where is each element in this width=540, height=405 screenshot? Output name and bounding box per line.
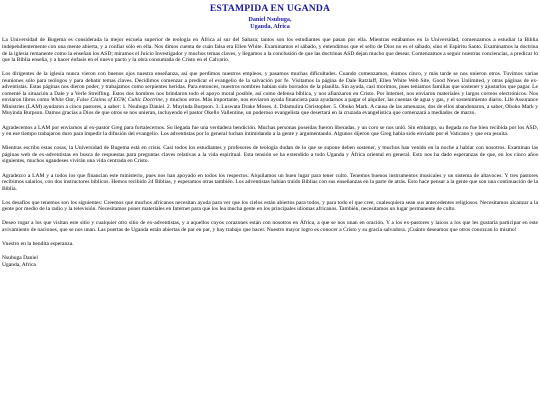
- paragraph-text: Agradecemos a LAM por enviarnos al ex-pastor Greg para fortalecernos. Su llegada fue una verdadera bendición. Muchas personas poseídas fueron liberadas, y un coro se nos unió. Sin embargo, su llegada no fue bien recibida por los ASD, y en ese tiempo trabajaron duro para impedir la difusión del evangelio. Los adventistas por lo general luchan intimidando a la gente y argumentando. Algunos dijeron que Greg había sido enviado por el Vaticano y que era jesuita.: [2, 124, 538, 138]
- paragraph: [2, 200, 538, 213]
- paragraph: [2, 145, 538, 165]
- spacer: [2, 248, 538, 256]
- paragraph-gap: [2, 165, 538, 173]
- signature-location: Uganda, Africa: [2, 261, 36, 268]
- paragraph-gap: [2, 192, 538, 200]
- paragraph-text: La Universidad de Bugema es considerada la mejor escuela superior de teología en África al sur del Sahara; tantos son los estudiantes que pasan por ella. Mientras estábamos en la Universidad, comenzamos a estudiar la Biblia independientemente con una mente abierta, y a confiar sólo en ella. Nos dimos cuenta de cuán falsa era Ellen White. Examinamos el sábado, y entendimos que el sello de Dios no es el sábado, sino el Espíritu Santo. Examinamos la doctrina de la iglesia remanente como la enseñan los ASD; miramos el Juicio Investigador y muchos temas claves, y llegamos a la conclusión de que las doctrinas ASD dejan mucho que desear. Comenzamos a seguir nuestras conciencias, a predicar lo que la Biblia enseña, y a hacer énfasis en el nuevo pacto y la obra consumada de Cristo en el Calvario.: [2, 37, 538, 64]
- paragraph-gap: [2, 234, 538, 242]
- book-titles: White Out, False Claims of EGW, Cultic Doctrine: [50, 97, 163, 104]
- signature-name: Nsubuga Daniel: [2, 255, 38, 262]
- paragraph-gap: [2, 117, 538, 125]
- paragraph: [2, 220, 538, 233]
- paragraph: [2, 71, 538, 117]
- byline: [2, 17, 538, 31]
- signature: [2, 255, 538, 268]
- paragraph-text: Agradezco a LAM y a todos los que financian este ministerio, pues nos han apoyado en todos los respectos. Alquilamos un buen lugar para tener culto. Tenemos buenos instrumentos musicales y un sistema de altavoces. Y tres pastores recibimos salarios, con dos instructores bíblicos. Hemos recibido 24 Biblias, y esperamos otras también. Los adventistas habían traído Biblias con sus enseñanzas en la parte de atrás. Esto hace pensar a la gente que son una continuación de la Biblia.: [2, 172, 538, 192]
- author-name: Daniel Nsubuga,: [248, 17, 292, 23]
- paragraph-text: Deseo rogar a los que visitan este sitio y cualquier otro sitio de ex-adventistas, y a aquellos cuyos corazones están con nosotros en África, a que se nos unan en oración. Y a los ex-pastores y laicos a los que les gustaría participar en este avivamiento de naciones, que se nos unan. Las puertas de Uganda están abiertas de par en par, y hay trabajo que hacer. Nuestro mayor logro es conocer a Cristo y su gracia salvadora. ¡Cuánto deseamos que otros conozcan lo mismo!: [2, 220, 538, 233]
- paragraph-text: Mientras escribo estas cosas, la Universidad de Bugema está en crisis. Casi todos los estudiantes y profesores de teología dudan de lo que se supone deben sostener, y muchos han venido en la noche a hablar con nosotros. Examinan las páginas web de ex-adventistas en busca de respuestas para preguntas claves relativas a la vida espiritual. Esta tensión se ha extendido a todo Uganda y África oriental en general. Esto nos ha dado esperanzas de que, en los cinco años siguientes, muchos ugandeses vivirán una vida centrada en Cristo.: [2, 145, 538, 165]
- author-location: Uganda, Africa: [250, 24, 290, 31]
- letter-body: [2, 37, 538, 247]
- paragraph: [2, 125, 538, 138]
- paragraph-text: Los dirigentes de la iglesia nunca vieron con buenos ojos nuestra enseñanza, así que perdimos nuestros empleos, y pasamos muchas dificultades. Cuando comenzamos, éramos cinco, y más tarde se nos unieron otros. Tuvimos varias reuniones sólo para teólogos y para debatir temas claves. Decidimos comenzar a predicar el evangelio de la salvación por fe. Visitamos la página de Dale Ratzlaff, Ellen White Web Site, Good News Unlimited, y otras páginas de ex-adventistas. Estas páginas nos dieron poder, y trabajamos como serpientes heridas. Para entonces, nuestros nombres habían sido borrados de la planilla. Sin ayuda, casi morimos, pues teníamos familias que sostener y ajustarlos que pagar. Le comenté la situación a Dale y a Verle Streifling. Estos dos hombres nos brindaron todo el apoyo moral posible, así como defensa bíblica, y nos afianzaron en Cristo. Por Internet, nos enviaron materiales y largos correos electrónicos. Nos enviaron libros como: [2, 71, 538, 104]
- page-title: ESTAMPIDA EN UGANDA: [209, 3, 331, 14]
- paragraph-text: , y muchos otros. Más importante, nos enviaron ayuda financiera para ayudarnos a pagar el alquiler, las cuentas de agua y gas, y el sostenimiento diario. Life Assurance Ministries (LAM) ayudaron a cinco pastores, a saber: 1. Nsubuga Daniel. 2. Muyinda Burpson. 3. Luswata Drake Moses. 4. Ddamulira Christopher. 5. Oboko Mark. A causa de las amenazas, dos de ellos abandonaron, a saber, Oboko Mark y Muyinda Burpson. Damos gracias a Dios de que otros se nos unieran, incluyendo el pastor Okello Vallentine, un poderoso evangelista que desertará en la cruzada evangelística que comenzará a mediados de marzo.: [2, 97, 538, 117]
- paragraph-text: Los desafíos que tenemos son los siguientes: Creemos que muchos africanos necesitan ayuda para ver que los cielos están abiertos para todos, y para todo el que cree, cualesquiera sean sus antecedentes religiosos. Necesitamos alcanzar a la gente por medio de la radio y la televisión. Necesitamos poner materiales en Internet para que los lea mucha gente en los principales idiomas africanos. También, necesitamos un lugar permanente de culto.: [2, 199, 538, 213]
- paragraph-text: Vuestro en la bendita esperanza.: [2, 241, 74, 248]
- paragraph: [2, 173, 538, 193]
- paragraph: [2, 37, 538, 63]
